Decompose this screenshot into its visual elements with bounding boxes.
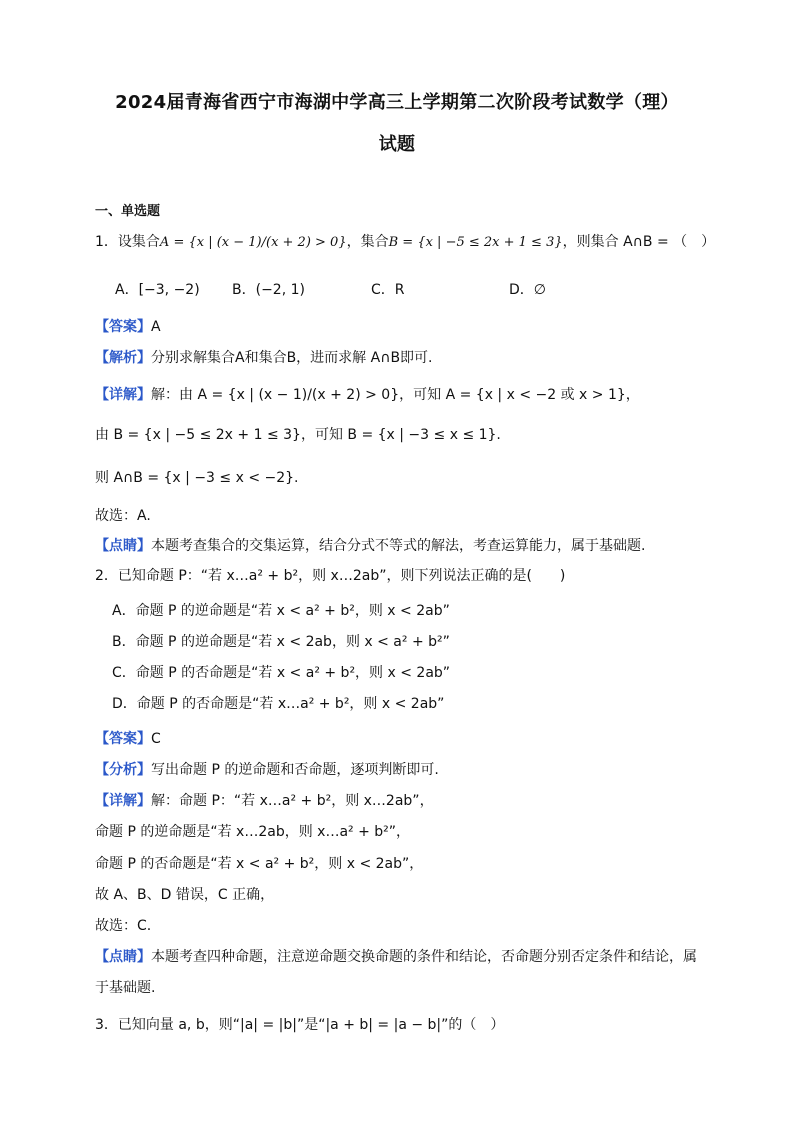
q1-analysis-text: 分别求解集合A和集合B，进而求解 A∩B即可. bbox=[151, 350, 433, 366]
q2-answer-tag: 【答案】 bbox=[95, 731, 151, 747]
q1-analysis bbox=[95, 348, 433, 368]
q1-detail-tag: 【详解】 bbox=[95, 387, 151, 403]
q1-option-b: B．(−2, 1) bbox=[232, 282, 305, 298]
q2-comment-tag: 【点睛】 bbox=[95, 949, 151, 965]
q2-detail-1 bbox=[95, 791, 434, 811]
q2-comment-text-1: 本题考查四种命题，注意逆命题交换命题的条件和结论，否命题分别否定条件和结论，属 bbox=[151, 949, 697, 965]
q1-detail-1-text: 解：由 A = {x | (x − 1)/(x + 2) > 0}，可知 A = {x | x < −2 或 x > 1}， bbox=[151, 387, 640, 403]
q1-set-b: B = {x | −5 ≤ 2x + 1 ≤ 3} bbox=[388, 235, 563, 250]
q1-answer-value: A bbox=[151, 319, 161, 335]
q1-stem-pre: 1．设集合 bbox=[95, 234, 160, 250]
section-heading: 一、单选题 bbox=[95, 204, 161, 219]
q2-option-b: B．命题 P 的逆命题是“若 x < 2ab，则 x < a² + b²” bbox=[112, 634, 450, 650]
q1-option-c: C．R bbox=[371, 282, 405, 298]
q2-comment-line-2: 于基础题. bbox=[95, 980, 156, 996]
q2-detail-1-text: 解：命题 P：“若 x…a² + b²，则 x…2ab”， bbox=[151, 793, 434, 809]
q1-answer-tag: 【答案】 bbox=[95, 319, 151, 335]
q1-stem-mid: ，集合 bbox=[346, 234, 389, 250]
q2-analysis bbox=[95, 760, 439, 780]
q1-detail-2: 由 B = {x | −5 ≤ 2x + 1 ≤ 3}，可知 B = {x | −3 ≤ x ≤ 1}. bbox=[95, 427, 501, 443]
q2-detail-tag: 【详解】 bbox=[95, 793, 151, 809]
q2-option-a: A．命题 P 的逆命题是“若 x < a² + b²，则 x < 2ab” bbox=[112, 603, 450, 619]
q1-option-a: A．[−3, −2) bbox=[115, 282, 200, 298]
document-title-line2: 试题 bbox=[378, 134, 416, 155]
q2-detail-4: 故 A、B、D 错误，C 正确， bbox=[95, 887, 275, 903]
document-title-line1: 2024届青海省西宁市海湖中学高三上学期第二次阶段考试数学（理） bbox=[115, 92, 679, 113]
q1-answer bbox=[95, 317, 161, 337]
q1-comment bbox=[95, 536, 645, 556]
q1-stem-post: ，则集合 A∩B = （ ） bbox=[562, 234, 716, 250]
q3-stem: 3．已知向量 a, b，则“|a| = |b|”是“|a + b| = |a − b|”的（ ） bbox=[95, 1017, 505, 1033]
q1-choose: 故选：A. bbox=[95, 508, 151, 524]
q2-option-c: C．命题 P 的否命题是“若 x < a² + b²，则 x < 2ab” bbox=[112, 665, 451, 681]
q1-comment-text: 本题考查集合的交集运算，结合分式不等式的解法，考查运算能力，属于基础题. bbox=[151, 538, 646, 554]
q2-answer-value: C bbox=[151, 731, 161, 747]
q2-choose: 故选：C. bbox=[95, 918, 152, 934]
q2-analysis-text: 写出命题 P 的逆命题和否命题，逐项判断即可. bbox=[151, 762, 439, 778]
q2-stem: 2．已知命题 P：“若 x…a² + b²，则 x…2ab”，则下列说法正确的是( ) bbox=[95, 568, 566, 584]
q2-comment bbox=[95, 947, 697, 967]
q2-analysis-tag: 【分析】 bbox=[95, 762, 151, 778]
q1-analysis-tag: 【解析】 bbox=[95, 350, 151, 366]
q1-comment-tag: 【点睛】 bbox=[95, 538, 151, 554]
q1-detail-3: 则 A∩B = {x | −3 ≤ x < −2}. bbox=[95, 470, 299, 486]
q1-stem bbox=[95, 232, 715, 253]
q1-detail-1 bbox=[95, 385, 640, 405]
q2-detail-3: 命题 P 的否命题是“若 x < a² + b²，则 x < 2ab”， bbox=[95, 856, 424, 872]
q2-detail-2: 命题 P 的逆命题是“若 x…2ab，则 x…a² + b²”， bbox=[95, 824, 411, 840]
q1-set-a: A = {x | (x − 1)/(x + 2) > 0} bbox=[159, 235, 347, 250]
q1-option-d: D．∅ bbox=[509, 282, 546, 298]
q2-answer bbox=[95, 729, 161, 749]
q2-option-d: D．命题 P 的否命题是“若 x…a² + b²，则 x < 2ab” bbox=[112, 696, 445, 712]
